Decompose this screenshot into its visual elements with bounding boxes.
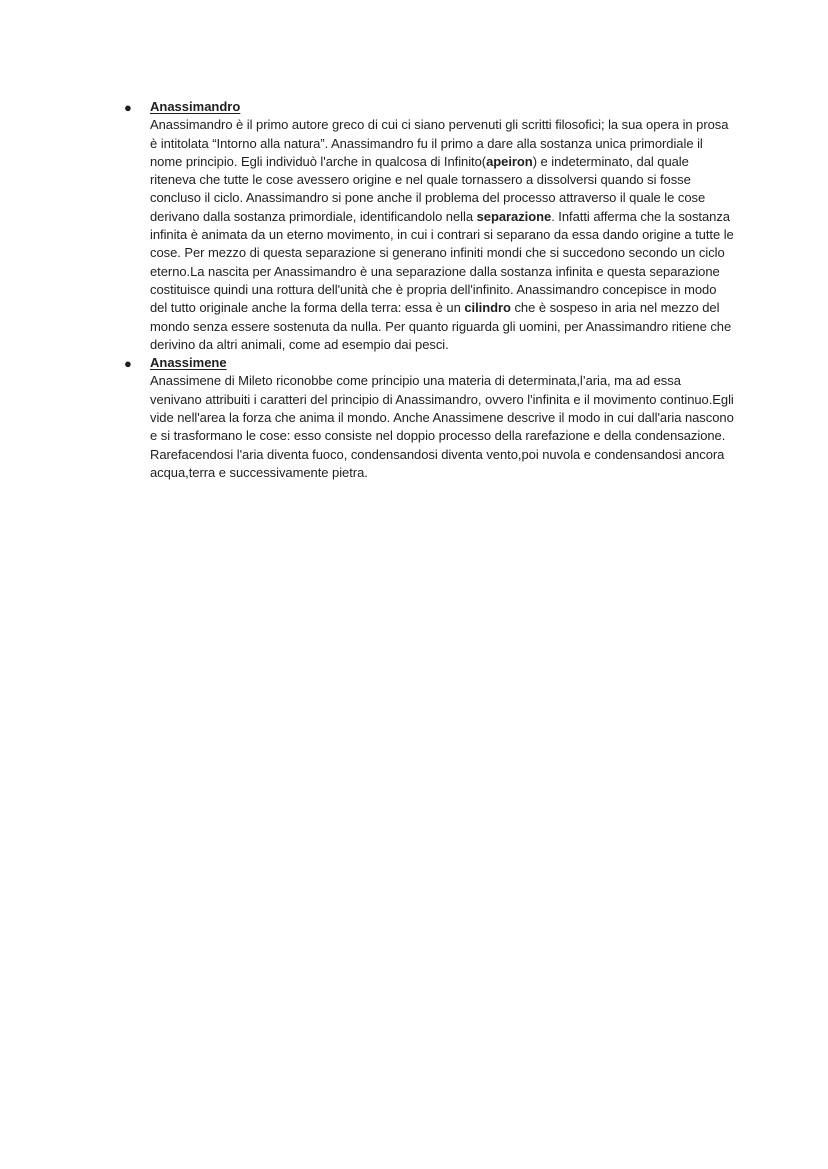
bold-term-cilindro: cilindro xyxy=(464,300,511,316)
bullet-list xyxy=(124,98,734,482)
section-heading-anassimene: Anassimene xyxy=(150,355,227,371)
list-item-anassimandro xyxy=(124,98,734,354)
paragraph-text: Anassimandro è il primo autore greco di cui ci siano pervenuti gli scritti filosofici; la sua opera in prosa è intitolata “Intorno alla natura”. Anassimandro fu il primo a dare alla sostanza unica primordiale il nome principio. Egli individuò l'arche in qualcosa di Infinito( xyxy=(150,117,729,169)
section-paragraph-anassimene: Anassimene di Mileto riconobbe come principio una materia di determinata,l’aria, ma ad essa venivano attribuiti i caratteri del principio di Anassimandro, ovvero l'infinita e il movimento continuo.Egli vide nell'area la forza che anima il mondo. Anche Anassimene descrive il modo in cui dall'aria nascono e si trasformano le cose: esso consiste nel doppio processo della rarefazione e della condensazione. Rarefacendosi l'aria diventa fuoco, condensandosi diventa vento,poi nuvola e condensandosi ancora acqua,terra e successivamente pietra. xyxy=(150,373,734,480)
paragraph-text: che è sospeso in aria nel mezzo del mondo senza essere sostenuta da nulla. Per quanto riguarda gli uomini, per Anassimandro ritiene che derivino da altri animali, come ad esempio dai pesci. xyxy=(150,300,732,352)
bold-term-separazione: separazione xyxy=(476,208,552,224)
bullet-icon: ● xyxy=(124,100,132,115)
paragraph-text: ) e indeterminato, dal quale riteneva che tutte le cose avessero origine e nel quale tornassero a dissolversi quando si fosse concluso il ciclo. Anassimandro si pone anche il problema del processo attraverso il quale le cose derivano dalla sostanza primordiale, identificandolo nella xyxy=(150,153,706,224)
bold-term-apeiron: apeiron xyxy=(486,153,533,169)
paragraph-text: . Infatti afferma che la sostanza infinita è animata da un eterno movimento, in cui i contrari si separano da essa dando origine a tutte le cose. Per mezzo di questa separazione si generano infiniti mondi che si succedono secondo un ciclo eterno.La nascita per Anassimandro è una separazione dalla sostanza infinita e questa separazione costituisce quindi una rottura dell'unità che è propria dell'infinito. Anassimandro concepisce in modo del tutto originale anche la forma della terra: essa è un xyxy=(150,208,734,316)
section-paragraph-anassimandro xyxy=(150,116,734,354)
section-heading-anassimandro: Anassimandro xyxy=(150,99,241,114)
list-item-anassimene xyxy=(124,354,734,482)
bullet-icon: ● xyxy=(124,356,132,372)
